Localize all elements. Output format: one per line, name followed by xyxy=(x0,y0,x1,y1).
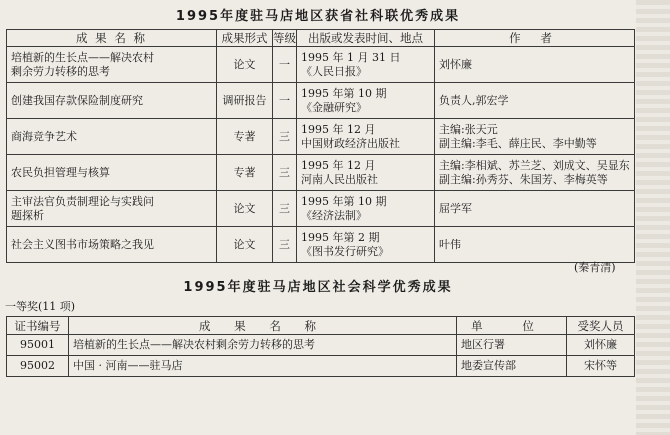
publication-line: 《图书发行研究》 xyxy=(301,244,389,258)
publication-line: 1995 年 12 月 xyxy=(301,158,376,172)
cell-author xyxy=(435,191,635,227)
cell-name xyxy=(7,47,217,83)
cell-form: 专著 xyxy=(217,155,273,191)
cell-author xyxy=(435,227,635,263)
publication-line: 《人民日报》 xyxy=(301,64,367,78)
publication-line: 河南人民出版社 xyxy=(301,172,378,186)
table-row xyxy=(7,335,635,356)
table-row xyxy=(7,191,635,227)
table-header-row xyxy=(7,317,635,335)
cell-form: 论文 xyxy=(217,227,273,263)
name-line: 商海竞争艺术 xyxy=(11,129,77,143)
col-header-name: 成 果 名 称 xyxy=(7,30,217,47)
adjacent-page-bleed xyxy=(636,0,670,435)
author-line: 屈学军 xyxy=(439,201,472,215)
publication-line: 1995 年第 10 期 xyxy=(301,86,387,100)
cell-author xyxy=(435,155,635,191)
col-header-author: 作 者 xyxy=(435,30,635,47)
provincial-awards-body xyxy=(7,47,635,263)
col-header-unit: 单 位 xyxy=(457,317,567,335)
cell-publication xyxy=(297,155,435,191)
regional-awards-body xyxy=(7,335,635,377)
cell-name xyxy=(7,191,217,227)
author-line: 副主编:孙秀芬、朱国芳、李梅英等 xyxy=(439,172,608,186)
author-line: 主编:张天元 xyxy=(439,122,498,136)
provincial-awards-table xyxy=(6,29,635,263)
regional-awards-table xyxy=(6,316,635,377)
publication-line: 1995 年 12 月 xyxy=(301,122,376,136)
name-line: 社会主义图书市场策略之我见 xyxy=(11,237,154,251)
name-line: 剩余劳力转移的思考 xyxy=(11,64,110,78)
cell-cert-id: 95002 xyxy=(7,356,69,377)
author-line: 叶伟 xyxy=(439,237,461,251)
editor-note: (秦青清) xyxy=(574,261,616,274)
cell-grade: 三 xyxy=(273,227,297,263)
page-title-regional: 1995年度驻马店地区社会科学优秀成果 xyxy=(183,280,453,295)
cell-grade: 三 xyxy=(273,155,297,191)
name-line: 农民负担管理与核算 xyxy=(11,165,110,179)
cell-awardee: 刘怀廉 xyxy=(567,335,635,356)
cell-author xyxy=(435,47,635,83)
table-row xyxy=(7,227,635,263)
cell-form: 论文 xyxy=(217,47,273,83)
cell-publication xyxy=(297,47,435,83)
cell-author xyxy=(435,119,635,155)
name-line: 创建我国存款保险制度研究 xyxy=(11,93,143,107)
name-line: 培植新的生长点——解决农村 xyxy=(11,50,154,64)
cell-grade: 三 xyxy=(273,191,297,227)
cell-form: 专著 xyxy=(217,119,273,155)
publication-line: 1995 年第 10 期 xyxy=(301,194,387,208)
author-line: 负责人,郭宏学 xyxy=(439,93,509,107)
cell-author xyxy=(435,83,635,119)
author-line: 主编:李相斌、苏兰芝、刘成文、吴显东 xyxy=(439,158,630,172)
cell-grade: 一 xyxy=(273,83,297,119)
col-header-publication: 出版或发表时间、地点 xyxy=(297,30,435,47)
table-row xyxy=(7,155,635,191)
cell-grade: 一 xyxy=(273,47,297,83)
name-line: 题探析 xyxy=(11,208,44,222)
publication-line: 《金融研究》 xyxy=(301,100,367,114)
table-row xyxy=(7,356,635,377)
cell-name xyxy=(7,83,217,119)
author-line: 刘怀廉 xyxy=(439,57,472,71)
cell-publication xyxy=(297,119,435,155)
table-row xyxy=(7,83,635,119)
cell-publication xyxy=(297,191,435,227)
table-row xyxy=(7,47,635,83)
cell-name: 中国 · 河南——驻马店 xyxy=(69,356,457,377)
cell-unit: 地委宣传部 xyxy=(457,356,567,377)
page-title-provincial: 1995年度驻马店地区获省社科联优秀成果 xyxy=(175,9,461,24)
col-header-form: 成果形式 xyxy=(217,30,273,47)
table-row xyxy=(7,119,635,155)
cell-unit: 地区行署 xyxy=(457,335,567,356)
cell-publication xyxy=(297,83,435,119)
publication-line: 《经济法制》 xyxy=(301,208,367,222)
name-line: 主审法官负责制理论与实践问 xyxy=(11,194,154,208)
cell-name xyxy=(7,155,217,191)
cell-form: 论文 xyxy=(217,191,273,227)
cell-awardee: 宋怀等 xyxy=(567,356,635,377)
cell-form: 调研报告 xyxy=(217,83,273,119)
cell-cert-id: 95001 xyxy=(7,335,69,356)
cell-name xyxy=(7,119,217,155)
author-line: 副主编:李毛、薛庄民、李中勤等 xyxy=(439,136,597,150)
publication-line: 1995 年 1 月 31 日 xyxy=(301,50,401,64)
publication-line: 中国财政经济出版社 xyxy=(301,136,400,150)
col-header-grade: 等级 xyxy=(273,31,296,45)
cell-name: 培植新的生长点——解决农村剩余劳力转移的思考 xyxy=(69,335,457,356)
col-header-name: 成 果 名 称 xyxy=(69,317,457,335)
table-header-row xyxy=(7,30,635,47)
publication-line: 1995 年第 2 期 xyxy=(301,230,380,244)
cell-name xyxy=(7,227,217,263)
col-header-cert-id: 证书编号 xyxy=(7,317,69,335)
cell-publication xyxy=(297,227,435,263)
award-level-label: 一等奖(11 项) xyxy=(5,300,76,313)
cell-grade: 三 xyxy=(273,119,297,155)
col-header-awardee: 受奖人员 xyxy=(567,317,635,335)
